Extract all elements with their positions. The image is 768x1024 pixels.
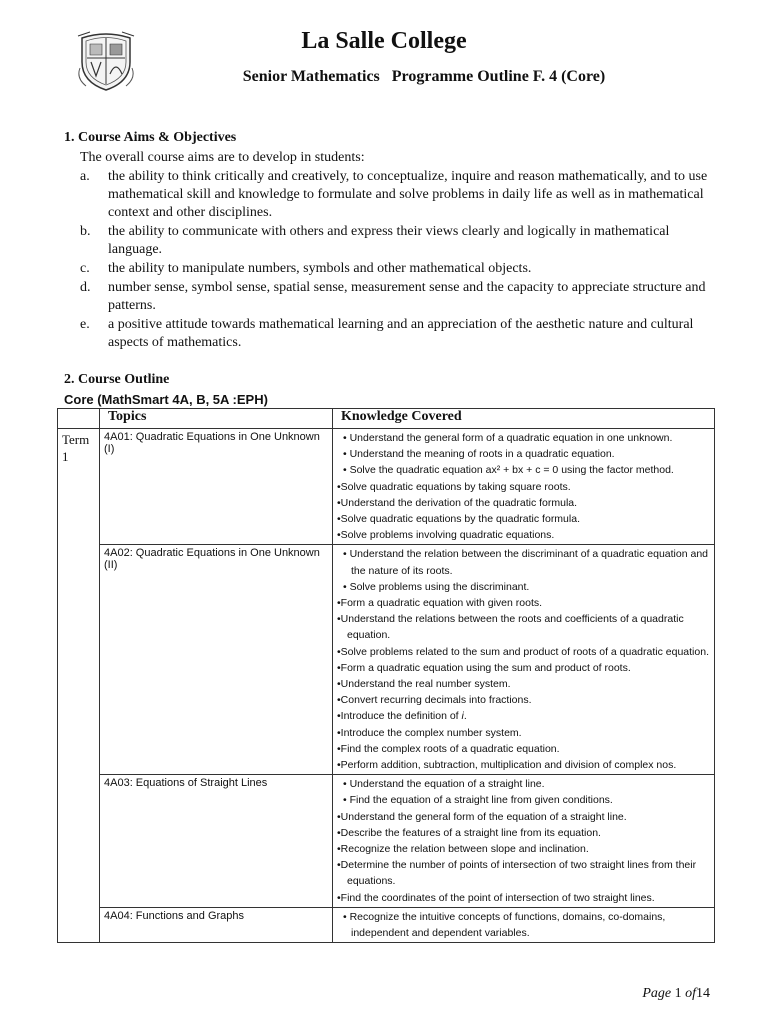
term-number: 1 [62,449,69,464]
knowledge-item: •Recognize the relation between slope and inclination. [337,843,589,856]
table-row [58,907,715,942]
aim-text-line: mathematical skill and knowledge to formulate and solve problems in daily life as well as in mathematical [108,187,704,202]
knowledge-item: • Solve problems using the discriminant. [343,580,530,593]
aim-text-line: a positive attitude towards mathematical learning and an appreciation of the aesthetic nature and cultural [108,317,694,332]
table-row [58,545,715,775]
knowledge-item: • Recognize the intuitive concepts of functions, domains, co-domains, [343,910,666,923]
page-subtitle [0,68,768,86]
aim-letter: c. [80,261,90,276]
of-word: of [685,986,696,1001]
section-outline-title: 2. Course Outline [64,372,170,387]
knowledge-item: •Solve quadratic equations by taking square roots. [337,480,571,493]
header-topics: Topics [100,409,333,429]
aim-letter: a. [80,169,90,184]
knowledge-item: • Understand the relation between the discriminant of a quadratic equation and [343,548,708,561]
knowledge-item: •Form a quadratic equation with given roots. [337,597,543,610]
table-header-row [58,409,715,429]
knowledge-item: equations. [347,875,396,888]
section-aims-title: 1. Course Aims & Objectives [64,130,237,145]
page-word: Page [642,986,672,1001]
page-title: La Salle College [301,28,467,54]
aim-text [108,260,752,278]
aim-text [108,316,752,352]
knowledge-item: independent and dependent variables. [351,927,530,940]
aim-text-line: the ability to communicate with others and express their views clearly and logically in mathematical [108,224,670,239]
knowledge-item: •Convert recurring decimals into fractions. [337,694,532,707]
aim-text-line: context and other disciplines. [108,205,273,220]
course-outline-table [57,408,715,943]
knowledge-item: • Solve the quadratic equation ax² + bx + c = 0 using the factor method. [343,464,674,477]
aim-text [108,168,752,222]
table-row [58,775,715,908]
knowledge-cell [333,775,715,908]
aim-text-line: aspects of mathematics. [108,335,242,350]
topic-cell: 4A02: Quadratic Equations in One Unknown (II) [100,545,333,775]
page-total: 14 [696,986,710,1001]
aim-text [108,223,752,259]
knowledge-item: •Find the complex roots of a quadratic equation. [337,742,560,755]
knowledge-item: • Find the equation of a straight line from given conditions. [343,794,613,807]
aim-text [108,279,752,315]
term-label: Term [62,432,90,447]
aim-text-line: the ability to think critically and creatively, to conceptualize, inquire and reason mathematically, and to use [108,169,708,184]
aim-text-line: the ability to manipulate numbers, symbols and other mathematical objects. [108,261,532,276]
subtitle-subject: Senior Mathematics [242,68,380,85]
aim-letter: d. [80,280,91,295]
term-cell [58,429,100,943]
knowledge-item: •Find the coordinates of the point of intersection of two straight lines. [337,891,655,904]
knowledge-item: •Understand the relations between the roots and coefficients of a quadratic [337,613,684,626]
aim-item [80,279,752,315]
knowledge-item: •Perform addition, subtraction, multiplication and division of complex nos. [337,759,677,772]
header-term [58,409,100,429]
aim-letter: e. [80,317,90,332]
aim-text-line: patterns. [108,298,156,313]
aim-letter: b. [80,224,91,239]
header-knowledge: Knowledge Covered [333,409,715,429]
aim-text-line: number sense, symbol sense, spatial sense, measurement sense and the capacity to appreciate structure and [108,280,706,295]
knowledge-item: • Understand the equation of a straight line. [343,778,545,791]
core-label: Core (MathSmart 4A, B, 5A :EPH) [64,392,268,407]
knowledge-item: • Understand the general form of a quadratic equation in one unknown. [343,432,673,444]
topic-cell: 4A01: Quadratic Equations in One Unknown (I) [100,429,333,545]
knowledge-item: •Determine the number of points of intersection of two straight lines from their [337,859,697,872]
table-row [58,429,715,545]
knowledge-cell [333,429,715,545]
aim-item [80,260,752,278]
knowledge-item: •Solve quadratic equations by the quadratic formula. [337,513,580,526]
aims-intro: The overall course aims are to develop in students: [80,150,365,165]
aim-item [80,316,752,352]
aims-list [80,168,752,353]
knowledge-item: •Understand the derivation of the quadratic formula. [337,496,578,509]
knowledge-item: •Introduce the definition of i. [337,710,467,723]
knowledge-cell [333,545,715,775]
knowledge-item: •Understand the general form of the equation of a straight line. [337,810,627,823]
knowledge-item: •Introduce the complex number system. [337,726,522,739]
page-footer [642,986,710,1002]
knowledge-item: •Understand the real number system. [337,678,511,691]
knowledge-cell [333,907,715,942]
page-number: 1 [674,986,682,1001]
topic-cell: 4A03: Equations of Straight Lines [100,775,333,908]
aim-item [80,223,752,259]
aim-item [80,168,752,222]
aim-text-line: language. [108,242,163,257]
knowledge-item: •Solve problems involving quadratic equations. [337,529,555,542]
knowledge-item: • Understand the meaning of roots in a quadratic equation. [343,448,615,461]
topic-cell: 4A04: Functions and Graphs [100,907,333,942]
knowledge-item: equation. [347,629,391,642]
knowledge-item: •Describe the features of a straight line from its equation. [337,826,601,839]
knowledge-item: •Solve problems related to the sum and product of roots of a quadratic equation. [337,645,709,658]
knowledge-item: •Form a quadratic equation using the sum and product of roots. [337,661,631,674]
knowledge-item: the nature of its roots. [351,564,453,577]
subtitle-programme: Programme Outline F. 4 (Core) [391,68,606,85]
